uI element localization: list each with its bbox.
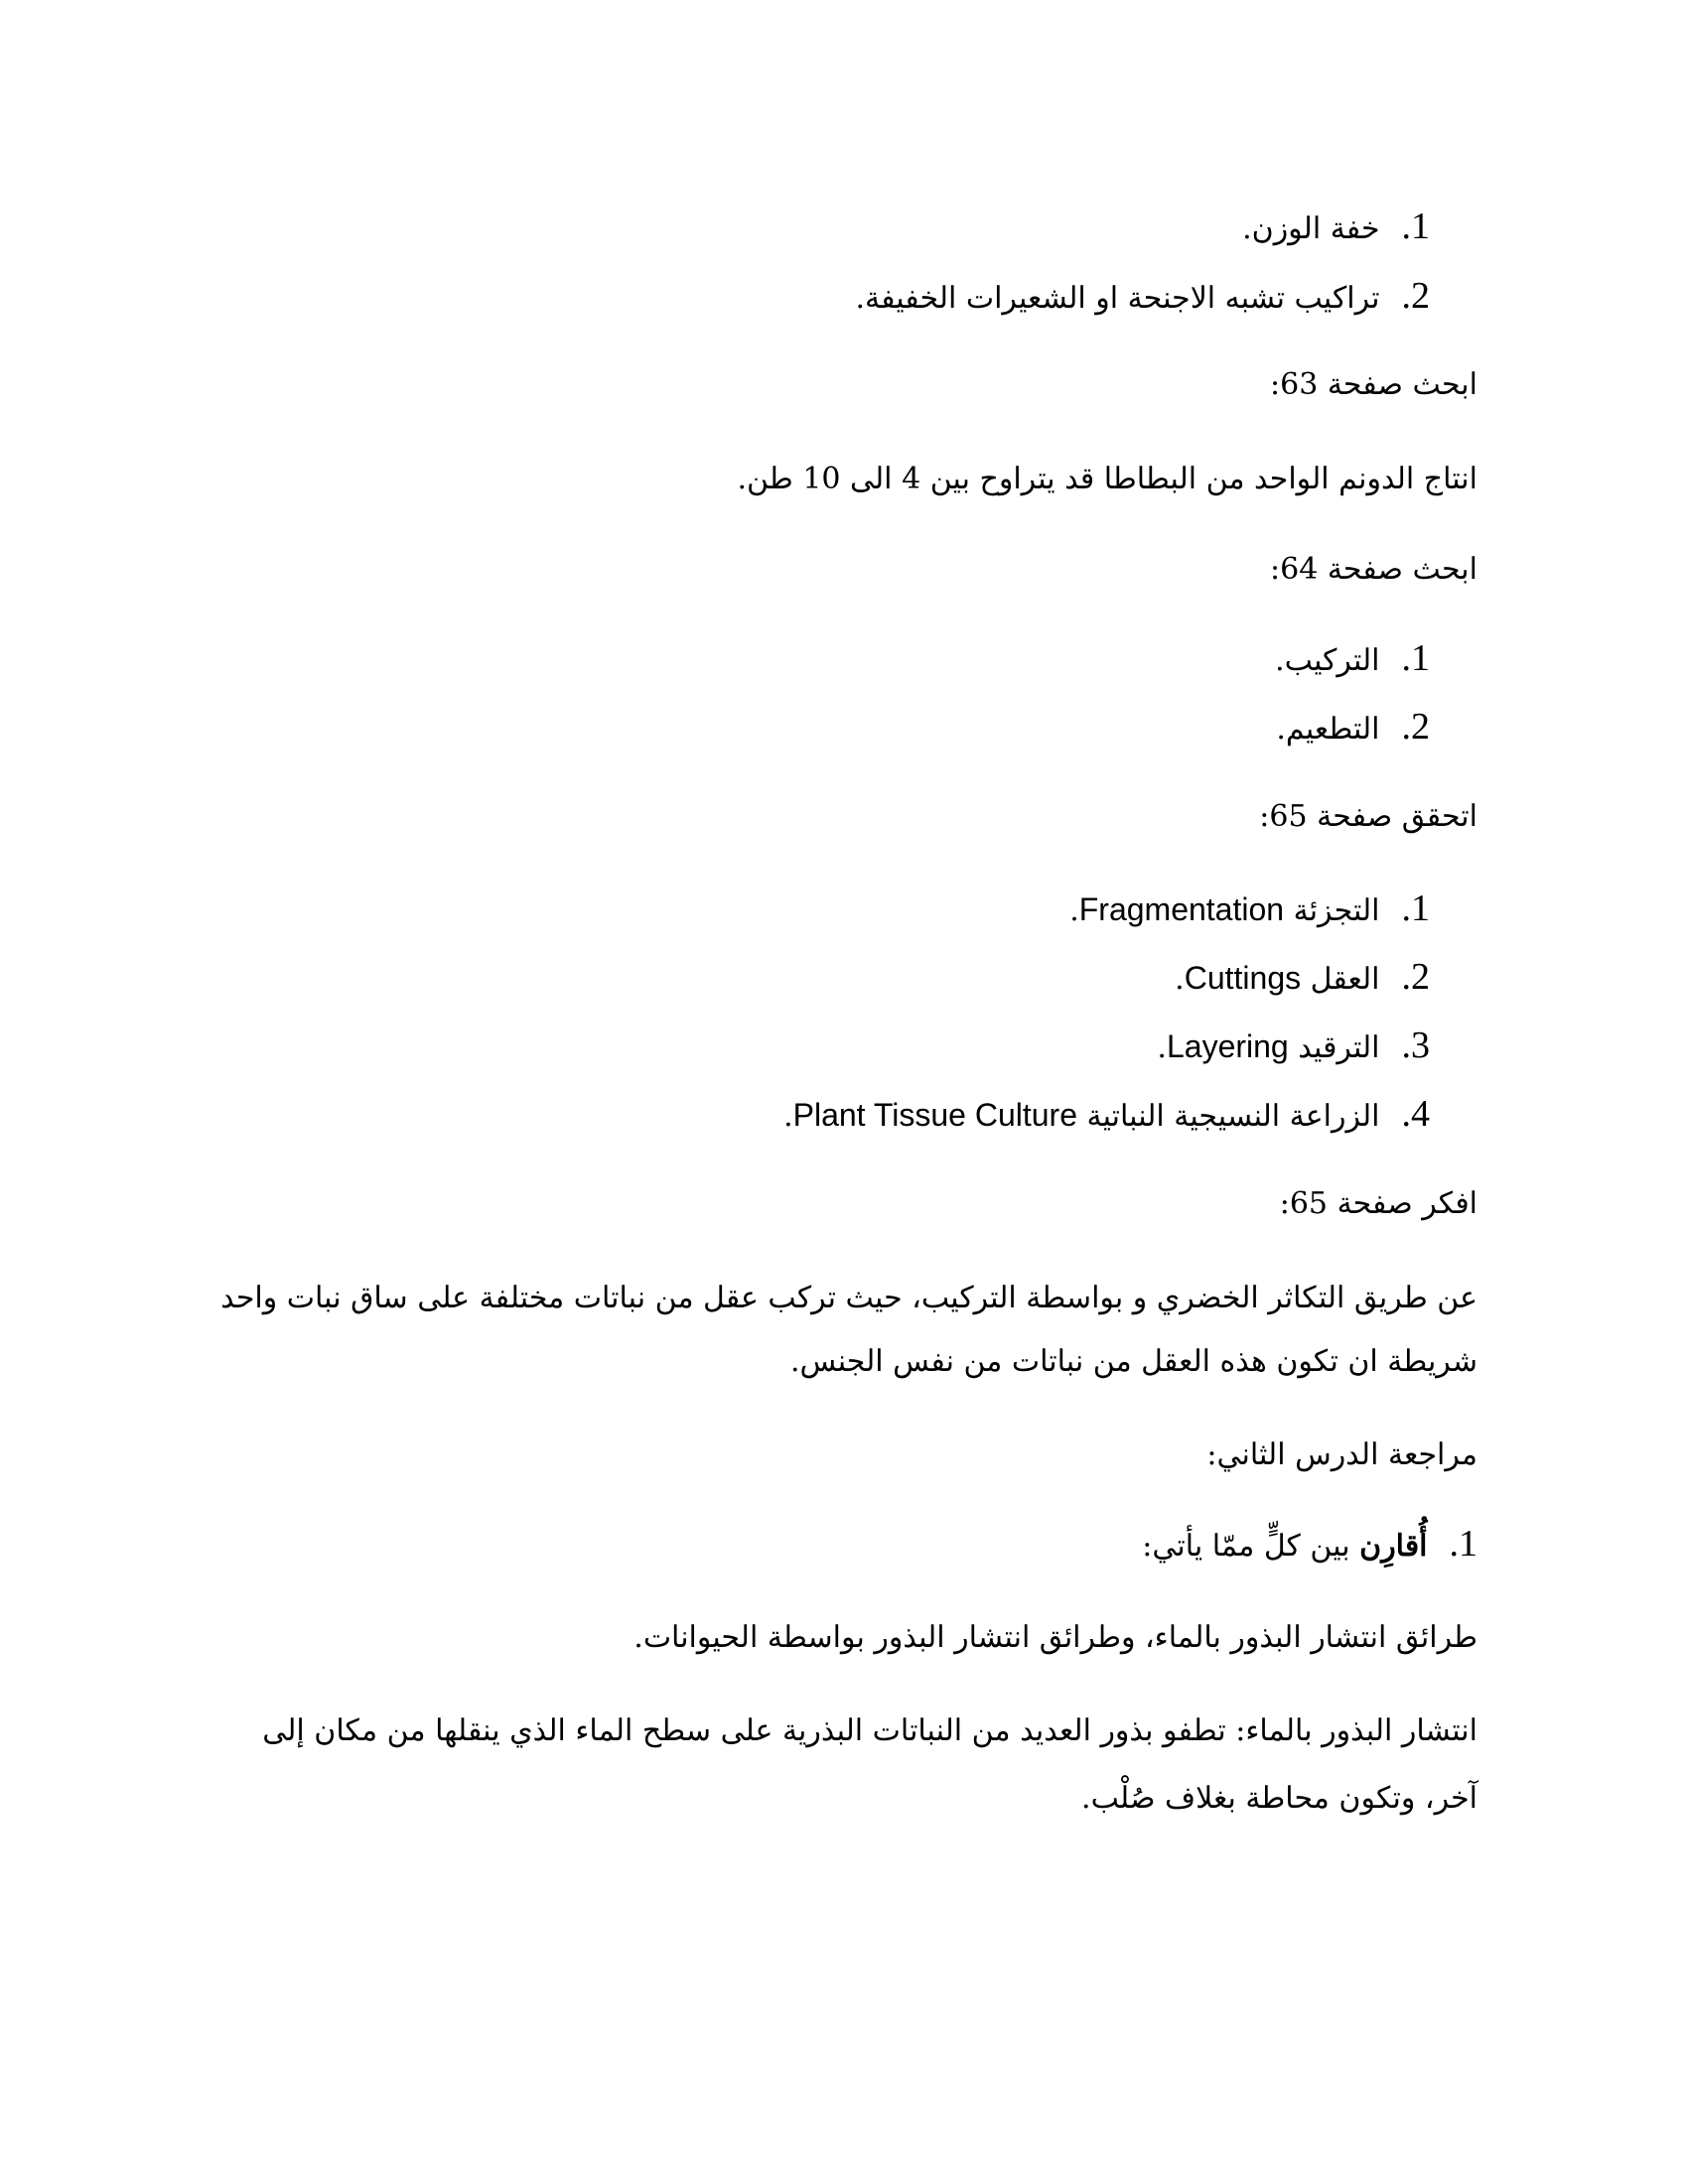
term-end: . <box>783 1099 793 1134</box>
term-end: . <box>1069 893 1079 928</box>
list-number: 1. <box>1401 637 1430 679</box>
term-arabic: الترقيد <box>1298 1030 1380 1065</box>
paragraph: طرائق انتشار البذور بالماء، وطرائق انتشار البذور بواسطة الحيوانات. <box>633 1620 1477 1655</box>
list-item <box>1275 638 1430 681</box>
question-keyword: أُقارِن <box>1359 1529 1428 1564</box>
paragraph-line: انتشار البذور بالماء: تطفو بذور العديد من النباتات البذرية على سطح الماء الذي ينقلها من مكان إلى <box>262 1713 1477 1748</box>
list-item <box>1175 957 1430 1000</box>
question-number: 1. <box>1449 1523 1477 1565</box>
list-item <box>1157 1025 1430 1068</box>
paragraph-line: شريطة ان تكون هذه العقل من نباتات من نفس الجنس. <box>789 1344 1477 1379</box>
list-item <box>783 1094 1430 1137</box>
list-item-text: التركيب. <box>1275 643 1380 678</box>
question-text: بين كلٍّ ممّا يأتي: <box>1142 1529 1360 1564</box>
paragraph: انتاج الدونم الواحد من البطاطا قد يتراوح بين 4 الى 10 طن. <box>737 462 1477 496</box>
term-english: Layering <box>1166 1028 1289 1064</box>
section-heading: ابحث صفحة 64: <box>1270 552 1477 587</box>
list-item <box>1242 206 1430 249</box>
section-heading: ابحث صفحة 63: <box>1270 367 1477 402</box>
question <box>1142 1524 1477 1567</box>
list-item-text: التطعيم. <box>1276 712 1380 747</box>
term-end: . <box>1157 1030 1167 1065</box>
list-item-text: تراكيب تشبه الاجنحة او الشعيرات الخفيفة. <box>855 281 1380 316</box>
list-number: 1. <box>1401 205 1430 247</box>
term-english: Cuttings <box>1184 960 1302 996</box>
term-english: Fragmentation <box>1078 891 1285 927</box>
term-english: Plant Tissue Culture <box>792 1097 1077 1133</box>
list-number: 2. <box>1401 956 1430 998</box>
term-arabic: التجزئة <box>1293 893 1380 928</box>
term-end: . <box>1175 962 1185 997</box>
term-arabic: العقل <box>1310 962 1380 997</box>
paragraph-line: عن طريق التكاثر الخضري و بواسطة التركيب، حيث تركب عقل من نباتات مختلفة على ساق نبات واحد <box>220 1281 1477 1315</box>
section-heading: افكر صفحة 65: <box>1279 1186 1477 1221</box>
list-number: 1. <box>1401 887 1430 929</box>
list-item <box>1276 707 1430 750</box>
section-heading: مراجعة الدرس الثاني: <box>1206 1437 1477 1472</box>
list-number: 2. <box>1401 275 1430 317</box>
list-item <box>1069 888 1430 931</box>
term-arabic: الزراعة النسيجية النباتية <box>1086 1099 1380 1134</box>
section-heading: اتحقق صفحة 65: <box>1259 799 1477 834</box>
list-item <box>855 276 1430 319</box>
paragraph-line: آخر، وتكون محاطة بغلاف صُلْب. <box>1081 1781 1477 1816</box>
list-item-text: خفة الوزن. <box>1242 211 1380 246</box>
list-number: 3. <box>1401 1024 1430 1066</box>
list-number: 2. <box>1401 706 1430 748</box>
list-number: 4. <box>1401 1093 1430 1135</box>
